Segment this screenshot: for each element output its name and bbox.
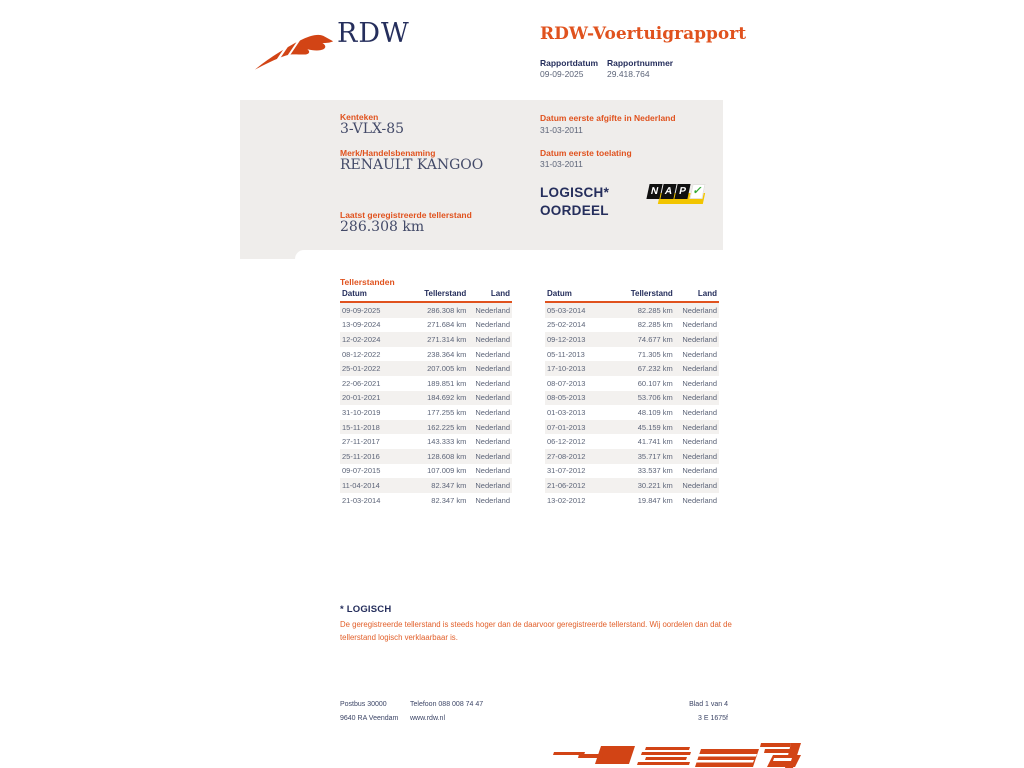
table-cell: 35.717 km <box>637 451 673 461</box>
laatste-tellerstand-value: 286.308 km <box>340 219 425 235</box>
kenteken-label: Kenteken <box>340 112 379 122</box>
table-cell: 82.347 km <box>431 495 467 505</box>
table-row <box>545 405 719 420</box>
table-cell: 82.285 km <box>637 305 673 315</box>
column-header-tellerstand: Tellerstand <box>612 288 673 302</box>
table-row <box>340 376 512 391</box>
table-row <box>545 464 719 479</box>
table-cell: 143.333 km <box>427 437 467 447</box>
table-row <box>545 449 719 464</box>
table-cell: Nederland <box>682 393 717 403</box>
table-cell: Nederland <box>682 466 717 476</box>
table-cell: 09-07-2015 <box>342 466 381 476</box>
table-cell: Nederland <box>475 320 510 330</box>
table-cell: 13-09-2024 <box>342 320 381 330</box>
table-cell: 12-02-2024 <box>342 334 381 344</box>
table-row <box>545 376 719 391</box>
website-url[interactable]: www.rdw.nl <box>410 715 446 722</box>
nap-letter-a: A <box>660 184 676 199</box>
table-cell: 45.159 km <box>637 422 673 432</box>
table-row <box>340 420 512 435</box>
table-cell: 107.009 km <box>427 466 467 476</box>
eerste-afgifte-value: 31-03-2011 <box>540 125 583 135</box>
logisch-note-title: * LOGISCH <box>340 604 392 615</box>
tellerstanden-title: Tellerstanden <box>340 277 395 287</box>
nap-letter-p: P <box>674 184 690 199</box>
table-row <box>340 449 512 464</box>
table-cell: 09-12-2013 <box>547 334 586 344</box>
table-cell: Nederland <box>682 451 717 461</box>
table-cell: Nederland <box>475 437 510 447</box>
table-row <box>545 302 719 318</box>
table-cell: Nederland <box>475 393 510 403</box>
table-cell: 162.225 km <box>427 422 467 432</box>
table-cell: 20-01-2021 <box>342 393 381 403</box>
table-cell: 25-11-2016 <box>342 451 380 461</box>
table-cell: 08-12-2022 <box>342 349 381 359</box>
table-cell: Nederland <box>475 349 510 359</box>
table-cell: 74.677 km <box>637 334 673 344</box>
table-cell: Nederland <box>682 480 717 490</box>
footer-postbus: Postbus 30000 <box>340 701 387 708</box>
table-cell: Nederland <box>682 495 717 505</box>
table-row <box>340 391 512 406</box>
table-row <box>545 493 719 508</box>
table-cell: 01-03-2013 <box>547 407 586 417</box>
table-cell: 31-10-2019 <box>342 407 381 417</box>
table-body-left <box>340 302 512 507</box>
table-cell: 41.741 km <box>637 437 673 447</box>
report-date-label: Rapportdatum <box>540 58 599 68</box>
table-cell: Nederland <box>682 407 717 417</box>
merk-label: Merk/Handelsbenaming <box>340 148 436 158</box>
oordeel-badge <box>540 184 609 220</box>
table-cell: 27-11-2017 <box>342 437 380 447</box>
table-cell: Nederland <box>475 422 510 432</box>
nap-checkmark-icon: ✓ <box>689 184 705 199</box>
table-cell: 08-05-2013 <box>547 393 586 403</box>
table-cell: 82.347 km <box>431 480 467 490</box>
table-row <box>340 493 512 508</box>
panel-corner-cutout <box>295 250 723 259</box>
table-cell: Nederland <box>475 495 510 505</box>
table-cell: 184.692 km <box>427 393 467 403</box>
table-cell: 05-11-2013 <box>547 349 585 359</box>
table-cell: 19.847 km <box>637 495 673 505</box>
table-header-row <box>545 288 719 302</box>
table-cell: 71.305 km <box>637 349 673 359</box>
merk-value: RENAULT KANGOO <box>340 157 484 173</box>
table-cell: 207.005 km <box>427 364 467 374</box>
table-cell: Nederland <box>475 334 510 344</box>
table-cell: Nederland <box>682 437 717 447</box>
rdw-stripes-graphic <box>545 741 801 768</box>
table-row <box>340 332 512 347</box>
column-header-land: Land <box>466 288 512 302</box>
table-cell: 31-07-2012 <box>547 466 586 476</box>
table-row <box>545 434 719 449</box>
table-row <box>340 464 512 479</box>
footer-city: 9640 RA Veendam <box>340 715 399 722</box>
logisch-note-body: De geregistreerde tellerstand is steeds hoger dan de daarvoor geregistreerde tellerstand. Wij oordelen dan dat de tellerstand logisch verklaarbaar is. <box>340 620 732 642</box>
eerste-toelating-value: 31-03-2011 <box>540 159 583 169</box>
table-cell: Nederland <box>475 407 510 417</box>
report-date-value: 09-09-2025 <box>540 69 584 79</box>
table-cell: Nederland <box>475 364 510 374</box>
table-cell: 27-08-2012 <box>547 451 586 461</box>
footer-phone: Telefoon 088 008 74 47 <box>410 701 484 708</box>
column-header-tellerstand: Tellerstand <box>406 288 467 302</box>
footer-page-indicator: Blad 1 van 4 <box>689 701 728 708</box>
report-number-value: 29.418.764 <box>607 69 650 79</box>
tellerstand-table-right <box>545 288 719 507</box>
table-row <box>545 318 719 333</box>
table-cell: Nederland <box>475 378 510 388</box>
table-cell: 238.364 km <box>427 349 467 359</box>
table-cell: 177.255 km <box>427 407 467 417</box>
table-cell: 271.314 km <box>427 334 467 344</box>
oordeel-line1: LOGISCH* <box>540 185 610 200</box>
table-cell: Nederland <box>475 305 510 315</box>
table-cell: 13-02-2012 <box>547 495 586 505</box>
table-row <box>545 332 719 347</box>
nap-certificate-logo <box>648 184 708 208</box>
table-body-right <box>545 302 719 507</box>
table-row <box>340 361 512 376</box>
table-cell: 15-11-2018 <box>342 422 380 432</box>
table-row <box>545 347 719 362</box>
table-cell: 286.308 km <box>427 305 467 315</box>
table-row <box>340 347 512 362</box>
table-cell: 25-02-2014 <box>547 320 586 330</box>
table-cell: 30.221 km <box>637 480 673 490</box>
table-cell: 128.608 km <box>427 451 467 461</box>
table-cell: 07-01-2013 <box>547 422 586 432</box>
table-cell: 21-03-2014 <box>342 495 381 505</box>
table-header-row <box>340 288 512 302</box>
table-cell: 25-01-2022 <box>342 364 381 374</box>
table-row <box>340 318 512 333</box>
table-cell: 09-09-2025 <box>342 305 381 315</box>
table-cell: Nederland <box>682 334 717 344</box>
table-cell: Nederland <box>475 466 510 476</box>
table-cell: Nederland <box>682 349 717 359</box>
table-cell: Nederland <box>682 378 717 388</box>
table-cell: Nederland <box>475 451 510 461</box>
column-header-datum: Datum <box>545 288 612 302</box>
table-cell: 60.107 km <box>637 378 673 388</box>
table-row <box>340 478 512 493</box>
table-row <box>545 361 719 376</box>
table-cell: 17-10-2013 <box>547 364 586 374</box>
table-cell: Nederland <box>682 364 717 374</box>
table-row <box>545 391 719 406</box>
table-row <box>545 478 719 493</box>
column-header-datum: Datum <box>340 288 406 302</box>
table-cell: Nederland <box>682 305 717 315</box>
column-header-land: Land <box>673 288 719 302</box>
nap-letter-n: N <box>646 184 662 199</box>
eerste-toelating-label: Datum eerste toelating <box>540 148 632 158</box>
laatste-tellerstand-label: Laatst geregistreerde tellerstand <box>340 210 472 220</box>
table-cell: 53.706 km <box>637 393 673 403</box>
table-cell: 06-12-2012 <box>547 437 586 447</box>
table-row <box>340 405 512 420</box>
table-cell: Nederland <box>475 480 510 490</box>
footer-form-code: 3 E 1675f <box>698 715 728 722</box>
table-cell: 11-04-2014 <box>342 480 380 490</box>
table-row <box>340 302 512 318</box>
rdw-logo-wordmark: RDW <box>337 18 410 49</box>
table-cell: 82.285 km <box>637 320 673 330</box>
table-cell: 08-07-2013 <box>547 378 586 388</box>
table-cell: 33.537 km <box>637 466 673 476</box>
rdw-swoosh-icon <box>254 28 334 74</box>
oordeel-line2: OORDEEL <box>540 203 609 218</box>
table-row <box>545 420 719 435</box>
eerste-afgifte-label: Datum eerste afgifte in Nederland <box>540 113 676 123</box>
table-cell: 271.684 km <box>427 320 467 330</box>
table-cell: Nederland <box>682 320 717 330</box>
tellerstand-table-left <box>340 288 512 507</box>
report-number-label: Rapportnummer <box>607 58 674 68</box>
footer-website-link[interactable] <box>410 715 445 722</box>
table-cell: Nederland <box>682 422 717 432</box>
table-cell: 67.232 km <box>637 364 673 374</box>
table-cell: 48.109 km <box>637 407 673 417</box>
table-cell: 189.851 km <box>427 378 467 388</box>
table-cell: 05-03-2014 <box>547 305 586 315</box>
table-row <box>340 434 512 449</box>
table-cell: 21-06-2012 <box>547 480 586 490</box>
report-title: RDW-Voertuigrapport <box>540 24 747 44</box>
kenteken-value: 3-VLX-85 <box>340 121 405 137</box>
table-cell: 22-06-2021 <box>342 378 381 388</box>
